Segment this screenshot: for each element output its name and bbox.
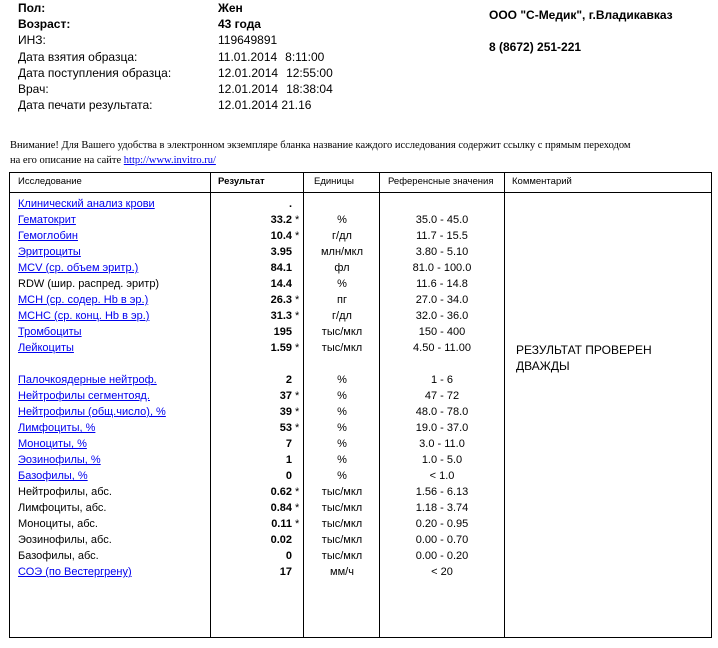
header-divider [10, 192, 711, 193]
print-date-value: 12.01.2014 21.16 [218, 98, 312, 112]
test-name[interactable]: Палочкоядерные нейтроф. [18, 374, 157, 386]
unit-value: фл [334, 262, 350, 274]
result-value: 0 [285, 550, 292, 562]
abnormal-flag: * [295, 310, 300, 322]
unit-value: % [337, 454, 347, 466]
result-value: 26.3 [270, 294, 292, 306]
result-value: 3.95 [270, 246, 292, 258]
unit-value: пг [337, 294, 347, 306]
reference-range: 27.0 - 34.0 [415, 294, 469, 306]
table-row [10, 308, 711, 324]
doctor-time: 18:38:04 [286, 82, 333, 96]
doctor-date: 12.01.2014 [218, 82, 279, 96]
test-name: Базофилы, абс. [18, 550, 99, 562]
result-value: 14.4 [270, 278, 292, 290]
result-value: 10.4 [270, 230, 292, 242]
reference-range: 3.80 - 5.10 [415, 246, 469, 258]
reference-range: 35.0 - 45.0 [415, 214, 469, 226]
unit-value: тыс/мкл [321, 326, 363, 338]
reference-range: 11.7 - 15.5 [416, 230, 468, 242]
abnormal-flag: * [295, 486, 300, 498]
test-name: Эозинофилы, абс. [18, 534, 112, 546]
unit-value: % [337, 214, 347, 226]
test-name[interactable]: СОЭ (по Вестергрену) [18, 566, 132, 578]
result-value: 33.2 [270, 214, 292, 226]
gender-value: Жен [218, 1, 243, 15]
abnormal-flag: * [295, 230, 300, 242]
unit-value: % [337, 422, 347, 434]
comment-line1: РЕЗУЛЬТАТ ПРОВЕРЕН [516, 343, 652, 357]
reference-range: 1.56 - 6.13 [415, 486, 469, 498]
table-row [10, 484, 711, 500]
test-name[interactable]: Лимфоциты, % [18, 422, 96, 434]
comment-line2: ДВАЖДЫ [516, 359, 570, 373]
reference-range: 1 - 6 [430, 374, 453, 386]
reference-range: 0.00 - 0.20 [415, 550, 469, 562]
abnormal-flag: * [295, 390, 300, 402]
sample-received-value [218, 65, 333, 81]
test-name[interactable]: Гемоглобин [18, 230, 78, 242]
test-name[interactable]: Нейтрофилы сегментояд. [18, 390, 150, 402]
reference-range: 1.0 - 5.0 [421, 454, 463, 466]
reference-range: < 1.0 [429, 470, 455, 482]
unit-value: тыс/мкл [321, 534, 363, 546]
test-name[interactable]: Гематокрит [18, 214, 76, 226]
reference-range: 81.0 - 100.0 [412, 262, 472, 274]
table-row [10, 276, 711, 292]
table-row [10, 324, 711, 340]
test-name[interactable]: Моноциты, % [18, 438, 87, 450]
reference-range: 19.0 - 37.0 [415, 422, 469, 434]
sample-received-label: Дата поступления образца: [18, 66, 172, 80]
table-row [10, 532, 711, 548]
lab-phone: 8 (8672) 251-221 [489, 40, 582, 54]
table-row [10, 564, 711, 580]
table-row [10, 212, 711, 228]
notice-line2-prefix: на его описание на сайте [10, 155, 124, 166]
age-label: Возраст: [18, 17, 71, 31]
abnormal-flag: * [295, 422, 300, 434]
result-value: 1 [285, 454, 292, 466]
reference-range: 1.18 - 3.74 [415, 502, 469, 514]
table-row [10, 500, 711, 516]
abnormal-flag: * [295, 518, 300, 530]
test-name: Нейтрофилы, абс. [18, 486, 112, 498]
unit-value: г/дл [332, 230, 352, 242]
sample-received-date: 12.01.2014 [218, 66, 279, 80]
reference-range: 0.00 - 0.70 [415, 534, 469, 546]
result-value: 0 [285, 470, 292, 482]
sample-taken-value [218, 49, 324, 65]
lab-name: ООО "С-Медик", г.Владикавказ [489, 8, 673, 22]
result-value: . [288, 198, 292, 210]
unit-value: г/дл [332, 310, 352, 322]
test-name[interactable]: MCV (ср. объем эритр.) [18, 262, 139, 274]
header-units: Единицы [314, 176, 355, 187]
table-row [10, 452, 711, 468]
result-value: 0.11 [271, 518, 292, 530]
abnormal-flag: * [295, 294, 300, 306]
unit-value: % [337, 438, 347, 450]
table-row [10, 196, 711, 212]
result-value: 0.84 [270, 502, 292, 514]
table-row [10, 260, 711, 276]
table-row [10, 516, 711, 532]
table-row [10, 292, 711, 308]
test-name[interactable]: Клинический анализ крови [18, 198, 155, 210]
header-test: Исследование [18, 176, 82, 187]
unit-value: тыс/мкл [321, 550, 363, 562]
table-row [10, 244, 711, 260]
reference-range: 4.50 - 11.00 [413, 342, 471, 354]
test-name[interactable]: MCH (ср. содер. Hb в эр.) [18, 294, 149, 306]
result-value: 2 [285, 374, 292, 386]
test-name[interactable]: MCHC (ср. конц. Hb в эр.) [18, 310, 150, 322]
unit-value: % [337, 374, 347, 386]
result-value: 39 [279, 406, 292, 418]
abnormal-flag: * [295, 342, 300, 354]
doctor-value [218, 81, 333, 97]
test-name[interactable]: Лейкоциты [18, 342, 74, 354]
test-name: Моноциты, абс. [18, 518, 98, 530]
unit-value: млн/мкл [320, 246, 364, 258]
test-name[interactable]: Нейтрофилы (общ.число), % [18, 406, 166, 418]
abnormal-flag: * [295, 502, 300, 514]
sample-taken-date: 11.01.2014 [218, 50, 278, 64]
test-name[interactable]: Базофилы, % [18, 470, 88, 482]
results-table [9, 172, 712, 638]
table-row [10, 404, 711, 420]
result-value: 1.59 [270, 342, 292, 354]
reference-range: 3.0 - 11.0 [419, 438, 465, 450]
abnormal-flag: * [295, 406, 300, 418]
table-row [10, 372, 711, 388]
doctor-label: Врач: [18, 82, 49, 96]
reference-range: 47 - 72 [424, 390, 460, 402]
print-date-label: Дата печати результата: [18, 98, 153, 112]
reference-range: 32.0 - 36.0 [415, 310, 469, 322]
result-value: 0.02 [270, 534, 292, 546]
header-reference: Референсные значения [388, 176, 494, 187]
result-value: 31.3 [270, 310, 292, 322]
notice [10, 138, 710, 168]
header-result: Результат [218, 176, 265, 187]
header-comment: Комментарий [512, 176, 572, 187]
result-value: 195 [273, 326, 292, 338]
result-value: 0.62 [270, 486, 292, 498]
inz-value: 119649891 [218, 33, 278, 47]
inz-label: ИНЗ: [18, 33, 46, 47]
table-row [10, 548, 711, 564]
unit-value: % [337, 390, 347, 402]
test-name[interactable]: Эозинофилы, % [18, 454, 101, 466]
reference-range: < 20 [431, 566, 453, 578]
test-name: Лимфоциты, абс. [18, 502, 107, 514]
test-name[interactable]: Эритроциты [18, 246, 81, 258]
sample-received-time: 12:55:00 [286, 66, 333, 80]
reference-range: 48.0 - 78.0 [415, 406, 469, 418]
reference-range: 150 - 400 [418, 326, 466, 338]
unit-value: мм/ч [330, 566, 354, 578]
result-value: 17 [279, 566, 292, 578]
test-name: RDW (шир. распред. эритр) [18, 278, 160, 290]
table-row [10, 468, 711, 484]
notice-line2 [10, 153, 710, 168]
gender-label: Пол: [18, 1, 46, 15]
table-row [10, 228, 711, 244]
abnormal-flag: * [295, 214, 300, 226]
reference-range: 0.20 - 0.95 [415, 518, 469, 530]
table-row [10, 436, 711, 452]
age-value: 43 года [218, 17, 261, 31]
result-value: 53 [279, 422, 292, 434]
unit-value: тыс/мкл [321, 486, 363, 498]
unit-value: % [337, 470, 347, 482]
notice-line1: Внимание! Для Вашего удобства в электронном экземпляре бланка название каждого исследования содержит ссылку с прямым переходом [10, 140, 631, 151]
unit-value: тыс/мкл [321, 502, 363, 514]
sample-taken-label: Дата взятия образца: [18, 50, 138, 64]
result-value: 84.1 [270, 262, 292, 274]
unit-value: % [337, 406, 347, 418]
comment [516, 342, 696, 374]
invitro-link[interactable]: http://www.invitro.ru/ [123, 155, 216, 166]
reference-range: 11.6 - 14.8 [416, 278, 468, 290]
unit-value: тыс/мкл [321, 518, 363, 530]
table-row [10, 388, 711, 404]
result-value: 37 [279, 390, 292, 402]
test-name[interactable]: Тромбоциты [18, 326, 82, 338]
unit-value: тыс/мкл [321, 342, 363, 354]
result-value: 7 [285, 438, 292, 450]
unit-value: % [337, 278, 347, 290]
table-row [10, 420, 711, 436]
sample-taken-time: 8:11:00 [285, 50, 325, 64]
